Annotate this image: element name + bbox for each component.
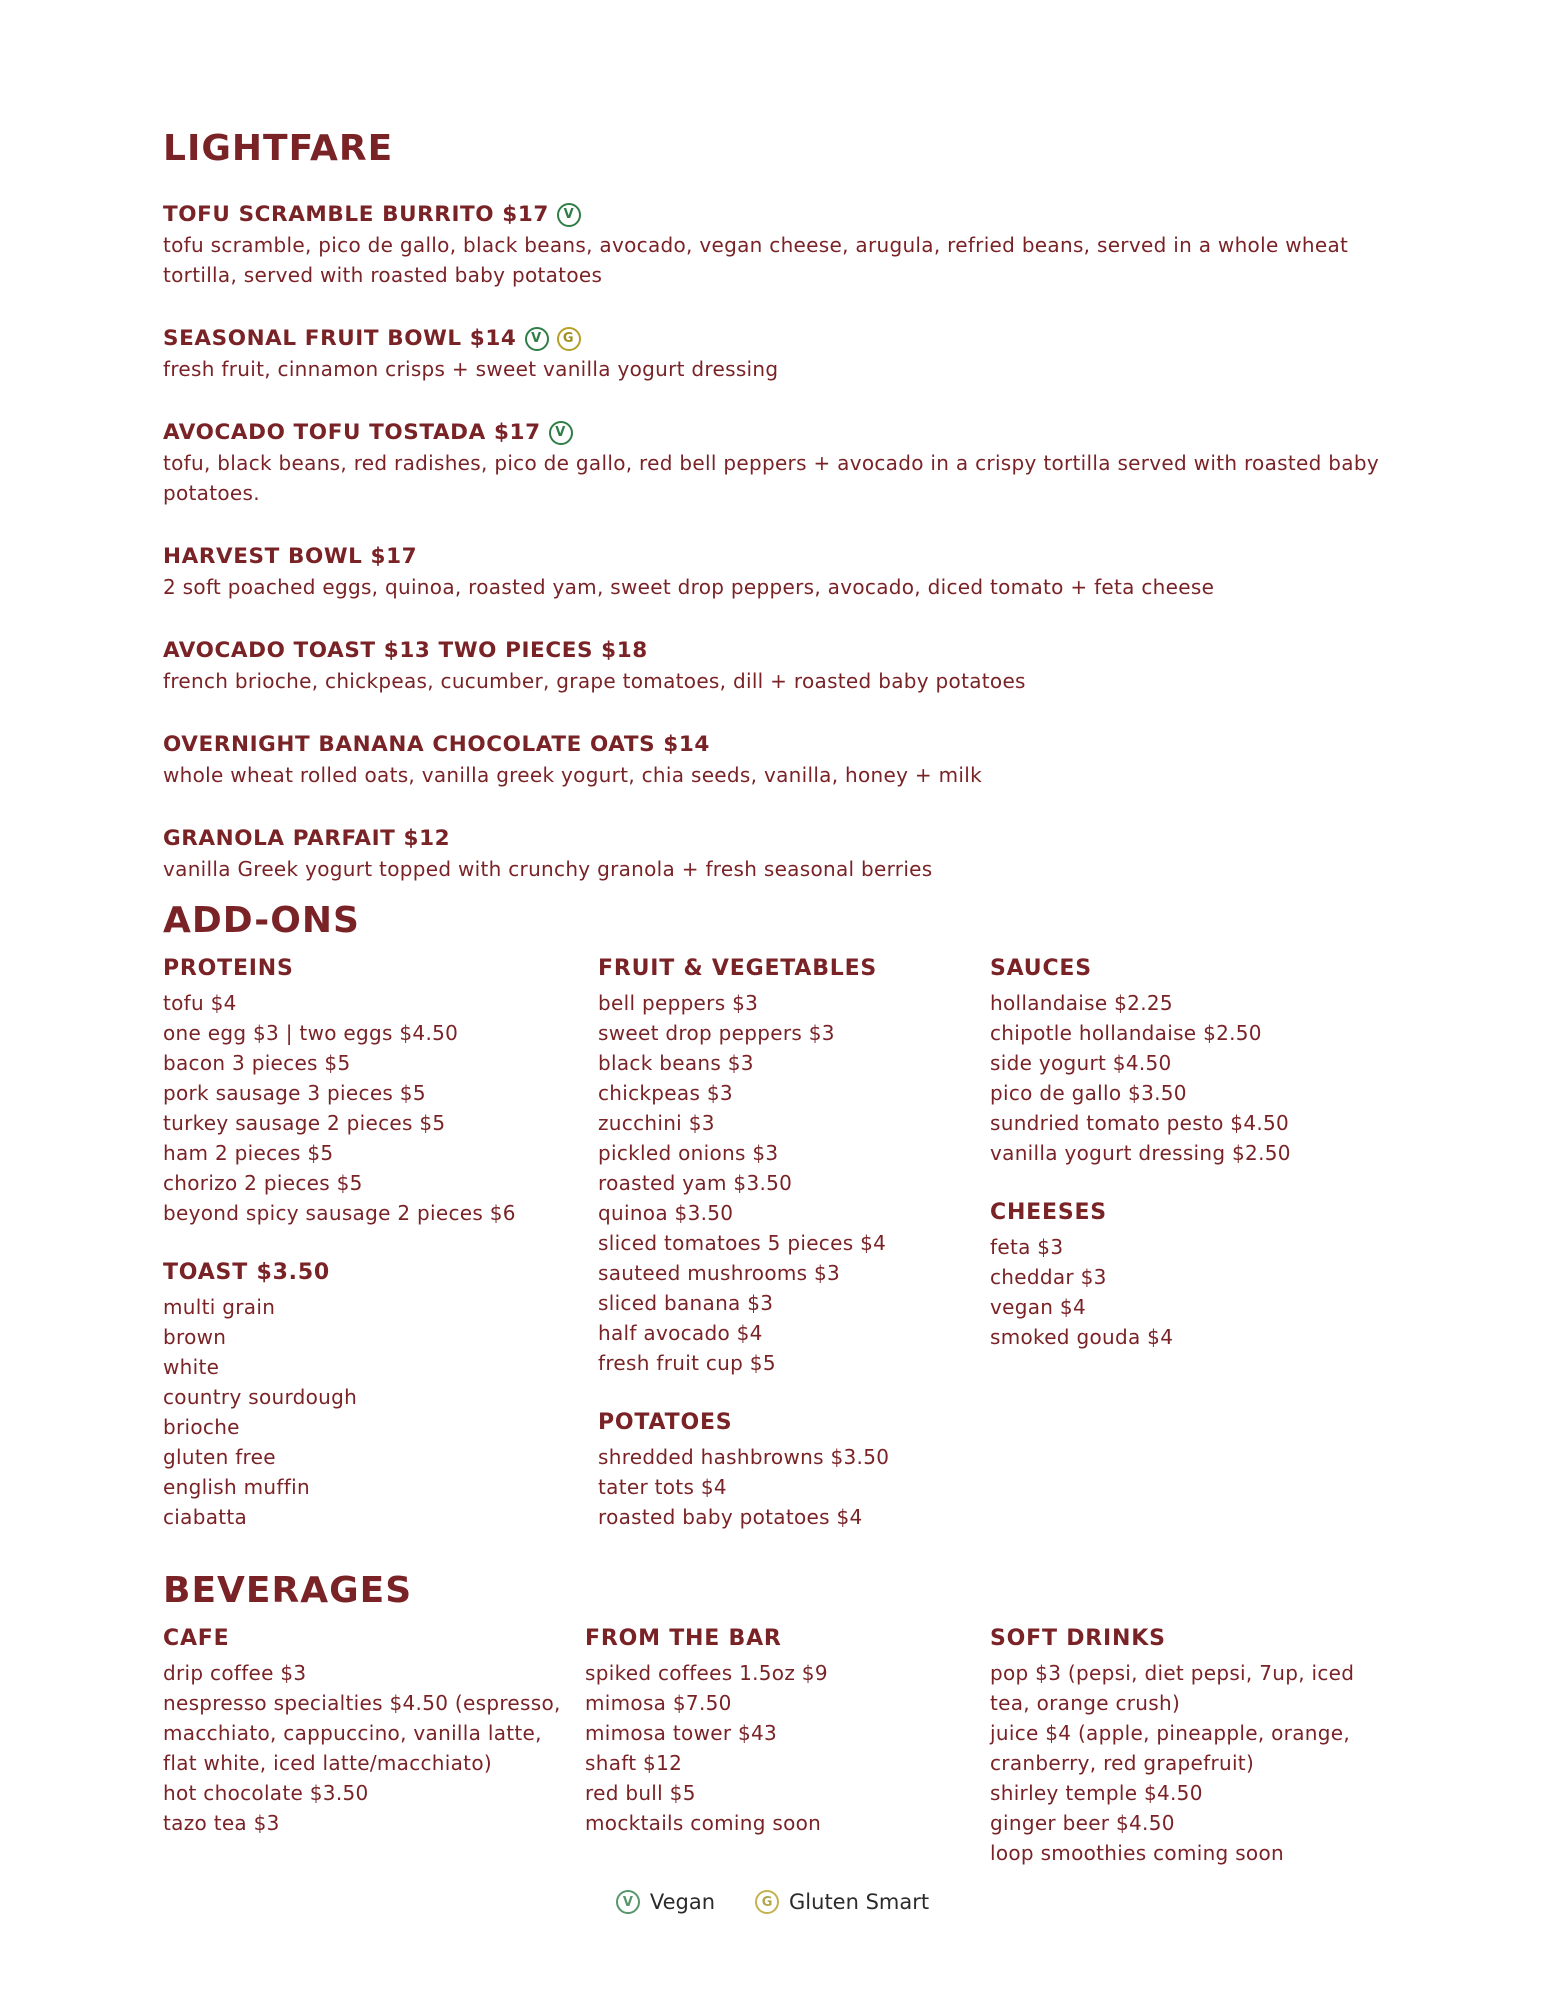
list-item: ciabatta (163, 1505, 248, 1529)
list-item: sauteed mushrooms $3 (598, 1261, 841, 1285)
list-item: sundried tomato pesto $4.50 (990, 1111, 1290, 1135)
item-name: AVOCADO TOAST $13 TWO PIECES $18 (163, 638, 648, 663)
list-item: roasted yam $3.50 (598, 1171, 793, 1195)
list-item: tazo tea $3 (163, 1811, 280, 1835)
list-item: one egg $3 | two eggs $4.50 (163, 1021, 459, 1045)
item-description: tofu, black beans, red radishes, pico de gallo, red bell peppers + avocado in a crispy tortilla served with roasted baby potatoes. (163, 451, 1379, 505)
legend (0, 1890, 1545, 1914)
list-item: red bull $5 (585, 1781, 696, 1805)
beverages-column-2 (585, 1624, 975, 1838)
list-item: bell peppers $3 (598, 991, 759, 1015)
list-item: pop $3 (pepsi, diet pepsi, 7up, iced (990, 1661, 1355, 1685)
addons-column-2 (598, 954, 978, 1532)
bar-heading: FROM THE BAR (585, 1626, 782, 1651)
list-item: mimosa $7.50 (585, 1691, 732, 1715)
list-item: loop smoothies coming soon (990, 1841, 1284, 1865)
list-item: vanilla yogurt dressing $2.50 (990, 1141, 1291, 1165)
list-item: cranberry, red grapefruit) (990, 1751, 1255, 1775)
cheeses-heading: CHEESES (990, 1200, 1107, 1225)
list-item: pork sausage 3 pieces $5 (163, 1081, 426, 1105)
item-description: 2 soft poached eggs, quinoa, roasted yam, sweet drop peppers, avocado, diced tomato + feta cheese (163, 575, 1215, 599)
list-item: country sourdough (163, 1385, 358, 1409)
list-item: hollandaise $2.25 (990, 991, 1173, 1015)
beverages-column-3 (990, 1624, 1390, 1868)
menu-item (163, 324, 1393, 384)
list-item: smoked gouda $4 (990, 1325, 1174, 1349)
menu-item (163, 636, 1393, 696)
item-description: tofu scramble, pico de gallo, black beans, avocado, vegan cheese, arugula, refried beans, served in a whole wheat tortilla, served with roasted baby potatoes (163, 233, 1349, 287)
vegan-icon: V (616, 1890, 640, 1914)
list-item: macchiato, cappuccino, vanilla latte, (163, 1721, 542, 1745)
soft-drinks-heading: SOFT DRINKS (990, 1626, 1166, 1651)
list-item: gluten free (163, 1445, 276, 1469)
legend-vegan (616, 1890, 715, 1914)
list-item: zucchini $3 (598, 1111, 715, 1135)
item-name: OVERNIGHT BANANA CHOCOLATE OATS $14 (163, 732, 710, 757)
menu-item (163, 200, 1393, 290)
list-item: brown (163, 1325, 227, 1349)
list-item: chorizo 2 pieces $5 (163, 1171, 363, 1195)
list-item: sliced banana $3 (598, 1291, 774, 1315)
list-item: turkey sausage 2 pieces $5 (163, 1111, 446, 1135)
list-item: chickpeas $3 (598, 1081, 733, 1105)
menu-item (163, 824, 1393, 884)
list-item: flat white, iced latte/macchiato) (163, 1751, 492, 1775)
list-item: nespresso specialties $4.50 (espresso, (163, 1691, 561, 1715)
list-item: tofu $4 (163, 991, 237, 1015)
lightfare-title: LIGHTFARE (163, 128, 394, 169)
addons-column-3 (990, 954, 1370, 1352)
vegan-icon: V (549, 421, 573, 445)
addons-title: ADD-ONS (163, 900, 360, 941)
beverages-title: BEVERAGES (163, 1570, 413, 1611)
sauces-heading: SAUCES (990, 956, 1092, 981)
list-item: drip coffee $3 (163, 1661, 307, 1685)
list-item: black beans $3 (598, 1051, 754, 1075)
item-description: vanilla Greek yogurt topped with crunchy granola + fresh seasonal berries (163, 857, 933, 881)
item-name: AVOCADO TOFU TOSTADA $17 (163, 420, 541, 445)
list-item: pico de gallo $3.50 (990, 1081, 1187, 1105)
cafe-heading: CAFE (163, 1626, 230, 1651)
gluten-smart-icon: G (755, 1890, 779, 1914)
list-item: multi grain (163, 1295, 276, 1319)
legend-gluten-label: Gluten Smart (789, 1890, 930, 1914)
list-item: half avocado $4 (598, 1321, 763, 1345)
cafe-list (163, 1658, 563, 1838)
list-item: ginger beer $4.50 (990, 1811, 1175, 1835)
addons-column-1 (163, 954, 563, 1532)
list-item: feta $3 (990, 1235, 1064, 1259)
item-description: fresh fruit, cinnamon crisps + sweet vanilla yogurt dressing (163, 357, 779, 381)
menu-item (163, 730, 1393, 790)
potatoes-heading: POTATOES (598, 1410, 733, 1435)
list-item: side yogurt $4.50 (990, 1051, 1172, 1075)
toast-list (163, 1292, 563, 1532)
item-name: SEASONAL FRUIT BOWL $14 (163, 326, 517, 351)
list-item: shaft $12 (585, 1751, 683, 1775)
list-item: white (163, 1355, 220, 1379)
item-name: GRANOLA PARFAIT $12 (163, 826, 451, 851)
potatoes-list (598, 1442, 978, 1532)
soft-drinks-list (990, 1658, 1390, 1868)
list-item: vegan $4 (990, 1295, 1086, 1319)
gluten-smart-icon: G (557, 327, 581, 351)
list-item: ham 2 pieces $5 (163, 1141, 334, 1165)
menu-item (163, 542, 1393, 602)
list-item: spiked coffees 1.5oz $9 (585, 1661, 828, 1685)
lightfare-list (163, 200, 1393, 918)
fruit-veg-heading: FRUIT & VEGETABLES (598, 956, 878, 981)
legend-vegan-label: Vegan (649, 1890, 716, 1914)
list-item: sweet drop peppers $3 (598, 1021, 835, 1045)
list-item: bacon 3 pieces $5 (163, 1051, 351, 1075)
list-item: tater tots $4 (598, 1475, 727, 1499)
item-name: HARVEST BOWL $17 (163, 544, 418, 569)
list-item: mimosa tower $43 (585, 1721, 778, 1745)
menu-item (163, 418, 1393, 508)
fruit-veg-list (598, 988, 978, 1378)
list-item: cheddar $3 (990, 1265, 1107, 1289)
vegan-icon: V (525, 327, 549, 351)
list-item: juice $4 (apple, pineapple, orange, (990, 1721, 1350, 1745)
beverages-column-1 (163, 1624, 563, 1838)
item-name: TOFU SCRAMBLE BURRITO $17 (163, 202, 549, 227)
item-description: french brioche, chickpeas, cucumber, grape tomatoes, dill + roasted baby potatoes (163, 669, 1026, 693)
item-description: whole wheat rolled oats, vanilla greek yogurt, chia seeds, vanilla, honey + milk (163, 763, 983, 787)
bar-list (585, 1658, 975, 1838)
list-item: roasted baby potatoes $4 (598, 1505, 863, 1529)
list-item: brioche (163, 1415, 240, 1439)
toast-heading: TOAST $3.50 (163, 1260, 331, 1285)
list-item: mocktails coming soon (585, 1811, 822, 1835)
list-item: english muffin (163, 1475, 310, 1499)
list-item: sliced tomatoes 5 pieces $4 (598, 1231, 887, 1255)
list-item: fresh fruit cup $5 (598, 1351, 776, 1375)
proteins-list (163, 988, 563, 1228)
list-item: shirley temple $4.50 (990, 1781, 1203, 1805)
list-item: hot chocolate $3.50 (163, 1781, 369, 1805)
list-item: beyond spicy sausage 2 pieces $6 (163, 1201, 516, 1225)
sauces-list (990, 988, 1370, 1168)
list-item: chipotle hollandaise $2.50 (990, 1021, 1262, 1045)
legend-gluten-smart (755, 1890, 929, 1914)
list-item: shredded hashbrowns $3.50 (598, 1445, 890, 1469)
cheeses-list (990, 1232, 1370, 1352)
vegan-icon: V (557, 203, 581, 227)
list-item: tea, orange crush) (990, 1691, 1181, 1715)
list-item: pickled onions $3 (598, 1141, 779, 1165)
list-item: quinoa $3.50 (598, 1201, 734, 1225)
proteins-heading: PROTEINS (163, 956, 294, 981)
